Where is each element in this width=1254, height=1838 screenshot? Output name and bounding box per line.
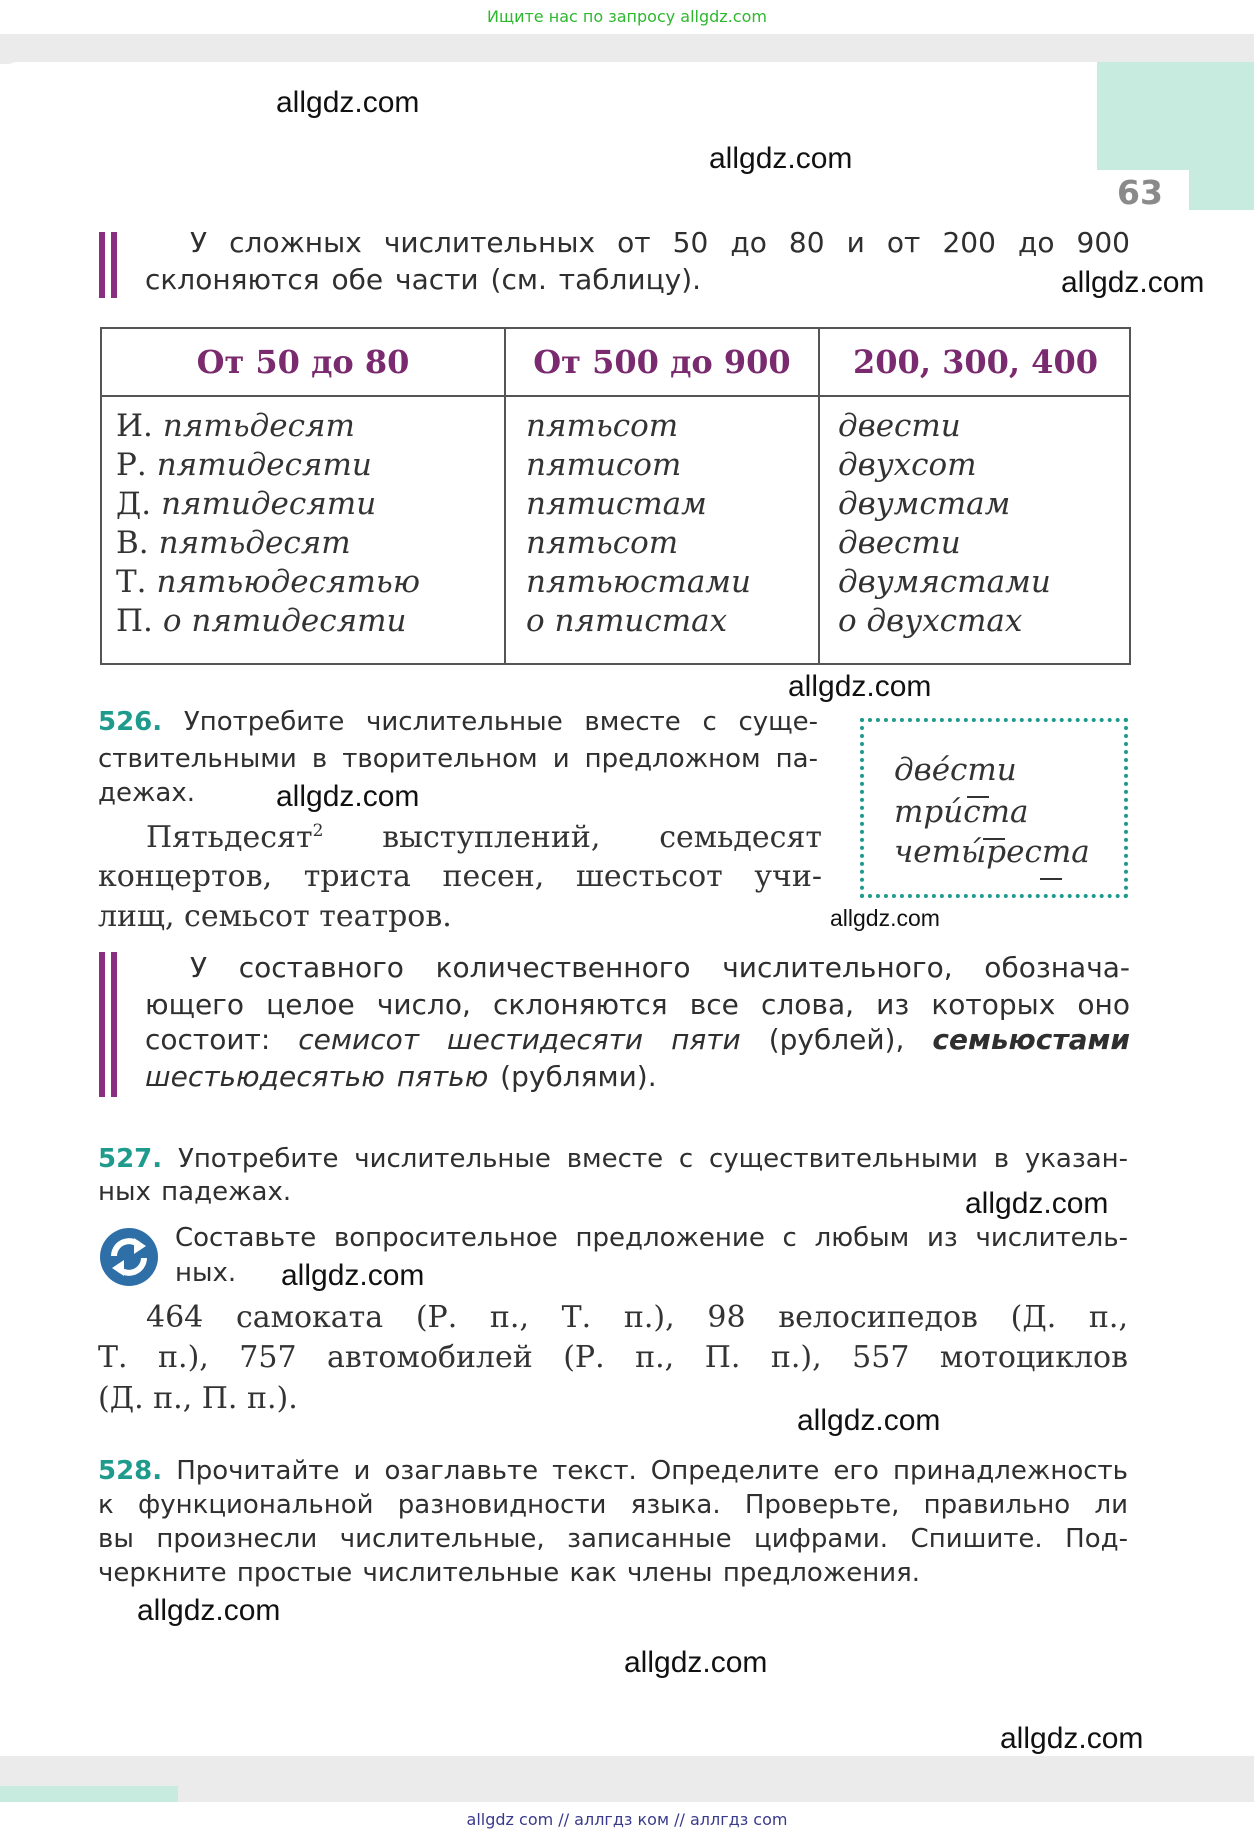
table-header: От 50 до 80 bbox=[196, 343, 410, 381]
stress-hint-box bbox=[860, 718, 1128, 898]
table-cell: И. пятьдесят bbox=[116, 408, 355, 444]
table-header-divider bbox=[102, 395, 1129, 397]
table-cell: двести bbox=[838, 525, 961, 561]
table-header: 200, 300, 400 bbox=[853, 343, 1098, 381]
watermark: allgdz.com bbox=[281, 1259, 425, 1292]
rule-marker-bar bbox=[111, 232, 117, 298]
page-number: 63 bbox=[1117, 173, 1163, 212]
exercise-number: 526. bbox=[98, 707, 163, 737]
table-cell: пятистам bbox=[526, 486, 707, 522]
table-header: От 500 до 900 bbox=[533, 343, 791, 381]
watermark: allgdz.com bbox=[624, 1646, 768, 1679]
stress-word: четы́реста bbox=[894, 834, 1090, 870]
exercise-line: 526. Употребите числительные вместе с суще- bbox=[98, 707, 819, 737]
exercise-line: ных падежах. bbox=[98, 1177, 292, 1207]
table-cell: двумстам bbox=[838, 486, 1011, 522]
table-cell: пятьсот bbox=[526, 408, 679, 444]
exercise-line: Составьте вопросительное предложение с любым из числитель- bbox=[175, 1223, 1128, 1253]
rule-marker-bar bbox=[99, 952, 105, 1097]
watermark: allgdz.com bbox=[137, 1594, 281, 1627]
table-cell: В. пятьдесят bbox=[116, 525, 351, 561]
repeat-icon bbox=[98, 1226, 160, 1288]
exercise-line: дежах. bbox=[98, 778, 195, 808]
task-line: лищ, семьсот театров. bbox=[98, 899, 452, 934]
rule-marker-bar bbox=[99, 232, 105, 298]
exercise-line: черкните простые числительные как члены предложения. bbox=[98, 1558, 921, 1588]
bottom-banner[interactable]: allgdz com // аллгдз ком // аллгдз com bbox=[0, 1802, 1254, 1838]
watermark: allgdz.com bbox=[965, 1187, 1109, 1220]
table-cell: Т. пятьюдесятью bbox=[116, 564, 421, 600]
watermark: allgdz.com bbox=[709, 142, 853, 175]
watermark: allgdz.com bbox=[1061, 266, 1205, 299]
watermark: allgdz.com bbox=[830, 905, 940, 931]
declension-table bbox=[100, 327, 1131, 665]
underline bbox=[1040, 878, 1062, 880]
task-line: концертов, триста песен, шестьсот учи- bbox=[98, 859, 822, 894]
rule-line: У составного количественного числительного, обознача- bbox=[190, 951, 1130, 984]
table-cell: Д. пятидесяти bbox=[116, 486, 377, 522]
watermark: allgdz.com bbox=[797, 1404, 941, 1437]
rule-line: шестьюдесятью пятью (рублями). bbox=[145, 1060, 657, 1093]
table-cell: пятьюстами bbox=[526, 564, 751, 600]
exercise-line: к функциональной разновидности языка. Проверьте, правильно ли bbox=[98, 1490, 1128, 1520]
table-cell: о пятистах bbox=[526, 603, 728, 639]
top-gray-band bbox=[0, 34, 1254, 64]
rule-line: У сложных числительных от 50 до 80 и от 200 до 900 bbox=[190, 226, 1130, 259]
rule-marker-bar bbox=[111, 952, 117, 1097]
task-line: (Д. п., П. п.). bbox=[98, 1381, 298, 1416]
table-cell: пятисот bbox=[526, 447, 682, 483]
exercise-line: 527. Употребите числительные вместе с существительными в указан- bbox=[98, 1144, 1129, 1174]
task-line: 464 самоката (Р. п., Т. п.), 98 велосипедов (Д. п., bbox=[146, 1300, 1128, 1335]
bottom-green-strip bbox=[0, 1786, 178, 1802]
stress-word: две́сти bbox=[894, 752, 1017, 788]
watermark: allgdz.com bbox=[276, 86, 420, 119]
exercise-number: 527. bbox=[98, 1144, 163, 1174]
table-column bbox=[116, 407, 420, 641]
table-cell: двумястами bbox=[838, 564, 1051, 600]
rule-line: состоит: семисот шестидесяти пяти (рублей), семьюстами bbox=[145, 1023, 1130, 1056]
table-cell: П. о пятидесяти bbox=[116, 603, 407, 639]
table-cell: Р. пятидесяти bbox=[116, 447, 372, 483]
stress-word: три́ста bbox=[894, 794, 1029, 830]
table-cell: пятьсот bbox=[526, 525, 679, 561]
watermark: allgdz.com bbox=[1000, 1722, 1144, 1755]
bottom-gray-band bbox=[0, 1756, 1254, 1802]
rule-line: ющего целое число, склоняются все слова, из которых оно bbox=[145, 988, 1130, 1021]
watermark: allgdz.com bbox=[788, 670, 932, 703]
table-cell: о двухстах bbox=[838, 603, 1023, 639]
table-column bbox=[838, 407, 1051, 641]
table-cell: двести bbox=[838, 408, 961, 444]
top-banner[interactable]: Ищите нас по запросу allgdz.com bbox=[0, 0, 1254, 35]
table-cell: двухсот bbox=[838, 447, 977, 483]
watermark: allgdz.com bbox=[276, 780, 420, 813]
rule-line: склоняются обе части (см. таблицу). bbox=[145, 263, 702, 296]
exercise-line: 528. Прочитайте и озаглавьте текст. Определите его принадлежность bbox=[98, 1456, 1128, 1486]
exercise-line: ствительными в творительном и предложном па- bbox=[98, 744, 818, 774]
exercise-line: ных. bbox=[175, 1258, 237, 1288]
exercise-line: вы произнесли числительные, записанные цифрами. Спишите. Под- bbox=[98, 1524, 1128, 1554]
task-line: Т. п.), 757 автомобилей (Р. п., П. п.), 557 мотоциклов bbox=[98, 1340, 1128, 1375]
table-column bbox=[526, 407, 751, 641]
exercise-number: 528. bbox=[98, 1456, 163, 1486]
task-line: Пятьдесят$^2$ выступлений, семьдесят bbox=[146, 820, 822, 855]
